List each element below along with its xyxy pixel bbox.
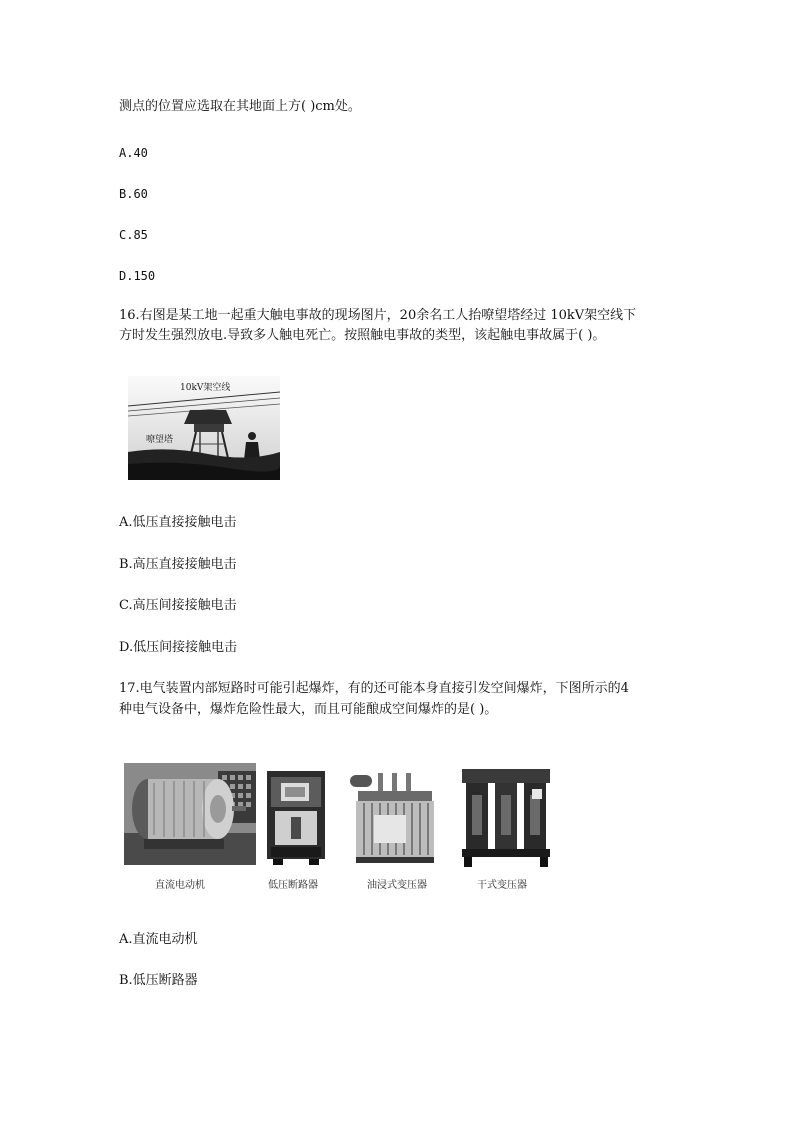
q15-option-d: D.150 — [119, 269, 156, 283]
q17-stem-line2: 种电气设备中，爆炸危险性最大，而且可能酿成空间爆炸的是( )。 — [119, 702, 498, 717]
oil-transformer-photo — [344, 771, 442, 867]
q17-option-a: A.直流电动机 — [119, 932, 198, 947]
q16-option-a: A.低压直接接触电击 — [119, 515, 237, 530]
q16-option-b: B.高压直接接触电击 — [119, 557, 237, 572]
dry-transformer-photo — [458, 765, 554, 867]
dc-motor-photo — [124, 763, 256, 865]
q17-stem-line1: 17.电气装置内部短路时可能引起爆炸，有的还可能本身直接引发空间爆炸，下图所示的4 — [119, 681, 629, 696]
q15-option-a: A.40 — [119, 146, 148, 160]
q15-option-b: B.60 — [119, 187, 148, 201]
caption-circuit-breaker: 低压断路器 — [268, 880, 318, 891]
caption-oil-transformer: 油浸式变压器 — [367, 880, 427, 891]
caption-dc-motor: 直流电动机 — [155, 880, 205, 891]
caption-dry-transformer: 干式变压器 — [477, 880, 527, 891]
q16-stem-line1: 16.右图是某工地一起重大触电事故的现场图片，20余名工人抬嘹望塔经过 10kV架空线下 — [119, 308, 637, 323]
photo-label-overhead-line: 10kV架空线 — [180, 383, 231, 393]
q15-stem: 测点的位置应选取在其地面上方( )cm处。 — [119, 99, 361, 114]
photo-label-watchtower: 嘹望塔 — [146, 435, 174, 445]
circuit-breaker-photo — [265, 767, 327, 865]
q16-accident-photo — [128, 376, 280, 480]
q16-stem-line2: 方时发生强烈放电.导致多人触电死亡。按照触电事故的类型，该起触电事故属于( )。 — [119, 328, 606, 343]
q16-option-d: D.低压间接接触电击 — [119, 640, 238, 655]
q16-option-c: C.高压间接接触电击 — [119, 598, 237, 613]
q17-option-b: B.低压断路器 — [119, 973, 198, 988]
q15-option-c: C.85 — [119, 228, 148, 242]
